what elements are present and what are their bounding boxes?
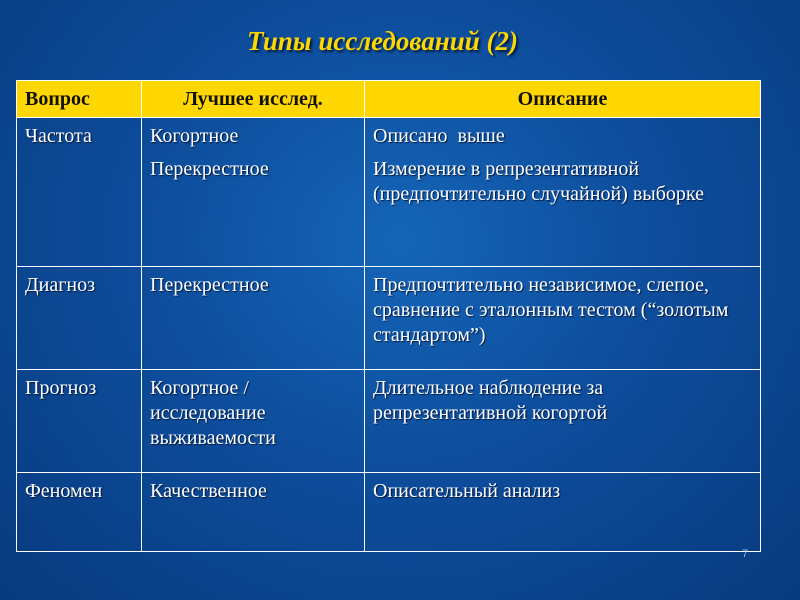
description-item: Длительное наблюдение за репрезентативной когортой [373,377,608,424]
study-item: Перекрестное [150,158,269,180]
description-cell [365,370,761,473]
description-cell [365,473,761,552]
table-row-prognosis [17,370,761,473]
question-cell: Частота [17,118,142,267]
study-item: Качественное [150,480,267,502]
header-question: Вопрос [17,81,142,118]
description-item: Описательный анализ [373,480,561,502]
header-best-study: Лучшее исслед. [142,81,365,118]
slide-title: Типы исследований (2) [246,26,519,56]
question-cell: Прогноз [17,370,142,473]
table-row-phenomenon [17,473,761,552]
study-item: Перекрестное [150,274,269,296]
table-row-diagnosis [17,267,761,370]
table-header-row [17,81,761,118]
question-cell: Диагноз [17,267,142,370]
header-description: Описание [365,81,761,118]
question-cell: Феномен [17,473,142,552]
description-item: Описано выше [373,125,505,147]
study-item: Когортное / исследование выживаемости [150,377,276,449]
study-cell [142,118,365,267]
table-row-frequency [17,118,761,267]
study-cell [142,473,365,552]
description-item: Предпочтительно независимое, слепое, сравнение с эталонным тестом (“золотым стандартом”) [373,274,729,346]
study-cell [142,267,365,370]
page-number: 7 [742,548,749,560]
study-types-table [16,80,761,552]
description-cell [365,118,761,267]
study-item: Когортное [150,125,239,147]
study-cell [142,370,365,473]
description-item: Измерение в репрезентативной (предпочтительно случайной) выборке [373,158,704,205]
description-cell [365,267,761,370]
